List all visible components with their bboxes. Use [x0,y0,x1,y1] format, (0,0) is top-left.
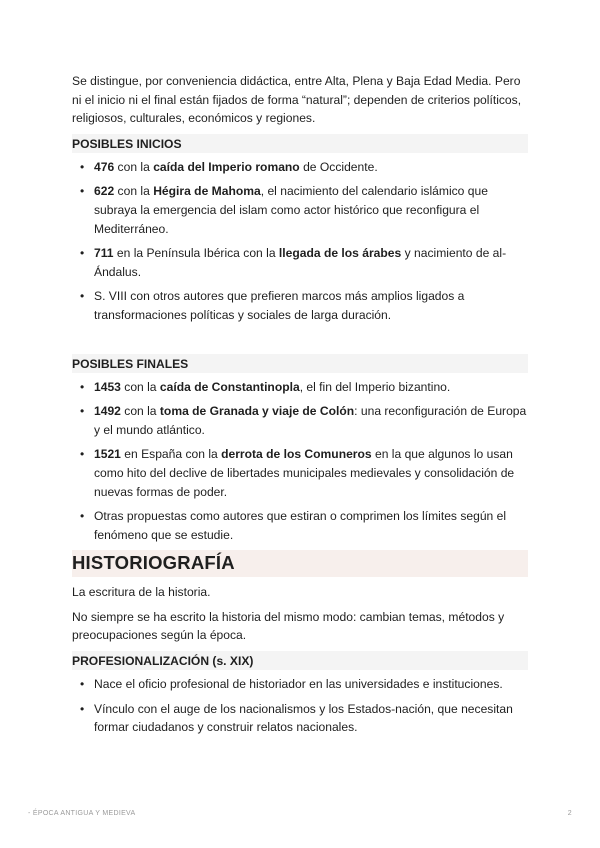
bullet-icon: • [80,404,85,419]
list-item: • 711 en la Península Ibérica con la llegada de los árabes y nacimiento de al-Ándalus. [80,246,507,279]
intro-paragraph: Se distingue, por conveniencia didáctica, entre Alta, Plena y Baja Edad Media. Pero ni el inicio ni el final están fijados de forma “natural”; dependen de criterios políticos, religiosos, culturales, económicos y regiones. [72,74,522,126]
profesionalizacion-heading: PROFESIONALIZACIÓN (s. XIX) [72,651,528,670]
historiografia-paragraph-2: No siempre se ha escrito la historia del mismo modo: cambian temas, métodos y preocupaciones según la época. [72,609,505,643]
profesionalizacion-list [72,675,528,737]
bullet-icon: • [80,677,85,692]
historiografia-paragraph-1: La escritura de la historia. [72,585,211,600]
list-item: • 1521 en España con la derrota de los Comuneros en la que algunos lo usan como hito del declive de libertades municipales medievales y consolidación de nuevas formas de poder. [80,447,515,499]
list-item: • Nace el oficio profesional de historiador en las universidades e instituciones. [72,675,528,694]
list-item: • S. VIII con otros autores que prefieren marcos más amplios ligados a transformaciones políticas y sociales de larga duración. [80,289,465,322]
bullet-icon: • [80,289,85,304]
page-number: 2 [567,810,572,817]
footer-title: - ÉPOCA ANTIGUA Y MEDIEVA [28,810,136,817]
list-item: • 1453 con la caída de Constantinopla, el fin del Imperio bizantino. [72,378,528,397]
bullet-icon: • [80,509,85,524]
list-item: • Vínculo con el auge de los nacionalismos y los Estados-nación, que necesitan formar ciudadanos y construir relatos nacionales. [80,701,513,735]
historiografia-title: HISTORIOGRAFÍA [72,550,528,577]
bullet-icon: • [80,159,85,174]
inicios-list [72,158,528,325]
list-item: • 476 con la caída del Imperio romano de Occidente. [72,158,528,177]
bullet-icon: • [80,701,85,716]
finales-list [72,378,528,545]
bullet-icon: • [80,184,85,199]
page-content [72,72,528,743]
bullet-icon: • [80,246,85,261]
list-item: • 622 con la Hégira de Mahoma, el nacimiento del calendario islámico que subraya la emergencia del islam como actor histórico que reconfigura el Mediterráneo. [80,184,488,236]
list-item: • Otras propuestas como autores que estiran o comprimen los límites según el fenómeno que se estudie. [80,509,507,542]
posibles-finales-heading: POSIBLES FINALES [72,354,528,373]
bullet-icon: • [80,447,85,462]
bullet-icon: • [80,379,85,394]
list-item: • 1492 con la toma de Granada y viaje de Colón: una reconfiguración de Europa y el mundo atlántico. [80,404,527,437]
posibles-inicios-heading: POSIBLES INICIOS [72,134,528,153]
